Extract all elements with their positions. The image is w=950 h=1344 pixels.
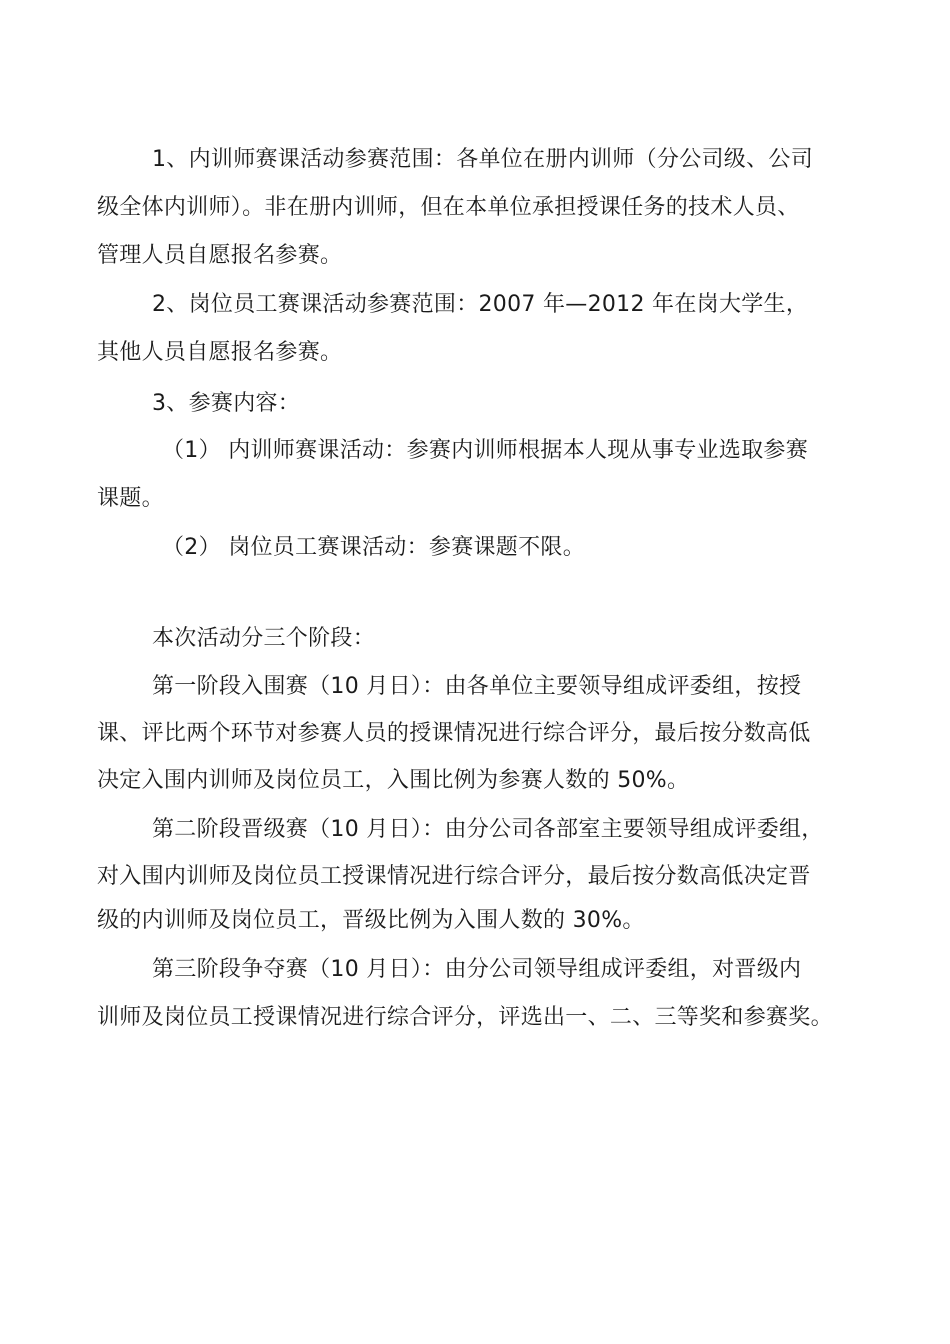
text-line: 对入围内训师及岗位员工授课情况进行综合评分，最后按分数高低决定晋 (97, 864, 811, 889)
text-line: 2、岗位员工赛课活动参赛范围：2007 年—2012 年在岗大学生， (152, 292, 809, 317)
text-line: 课题。 (97, 486, 164, 511)
text-line: 第二阶段晋级赛（10 月日）：由分公司各部室主要领导组成评委组， (152, 817, 824, 842)
text-line: 训师及岗位员工授课情况进行综合评分，评选出一、二、三等奖和参赛奖。 (97, 1005, 833, 1030)
text-line: 课、评比两个环节对参赛人员的授课情况进行综合评分，最后按分数高低 (97, 721, 811, 746)
text-line: 决定入围内训师及岗位员工，入围比例为参赛人数的 50%。 (97, 768, 690, 793)
text-line: 级的内训师及岗位员工，晋级比例为入围人数的 30%。 (97, 908, 645, 933)
text-line: 其他人员自愿报名参赛。 (97, 340, 343, 365)
text-line: 本次活动分三个阶段： (152, 626, 376, 651)
text-line: （1） 内训师赛课活动：参赛内训师根据本人现从事专业选取参赛 (162, 438, 808, 463)
text-line: 管理人员自愿报名参赛。 (97, 243, 343, 268)
text-line: 级全体内训师）。非在册内训师，但在本单位承担授课任务的技术人员、 (97, 195, 800, 220)
text-line: 1、内训师赛课活动参赛范围：各单位在册内训师（分公司级、公司 (152, 147, 813, 172)
text-line: 第三阶段争夺赛（10 月日）：由分公司领导组成评委组，对晋级内 (152, 957, 802, 982)
text-line: 第一阶段入围赛（10 月日）：由各单位主要领导组成评委组，按授 (152, 674, 802, 699)
text-line: （2） 岗位员工赛课活动：参赛课题不限。 (162, 535, 585, 560)
text-line: 3、参赛内容： (152, 391, 301, 416)
